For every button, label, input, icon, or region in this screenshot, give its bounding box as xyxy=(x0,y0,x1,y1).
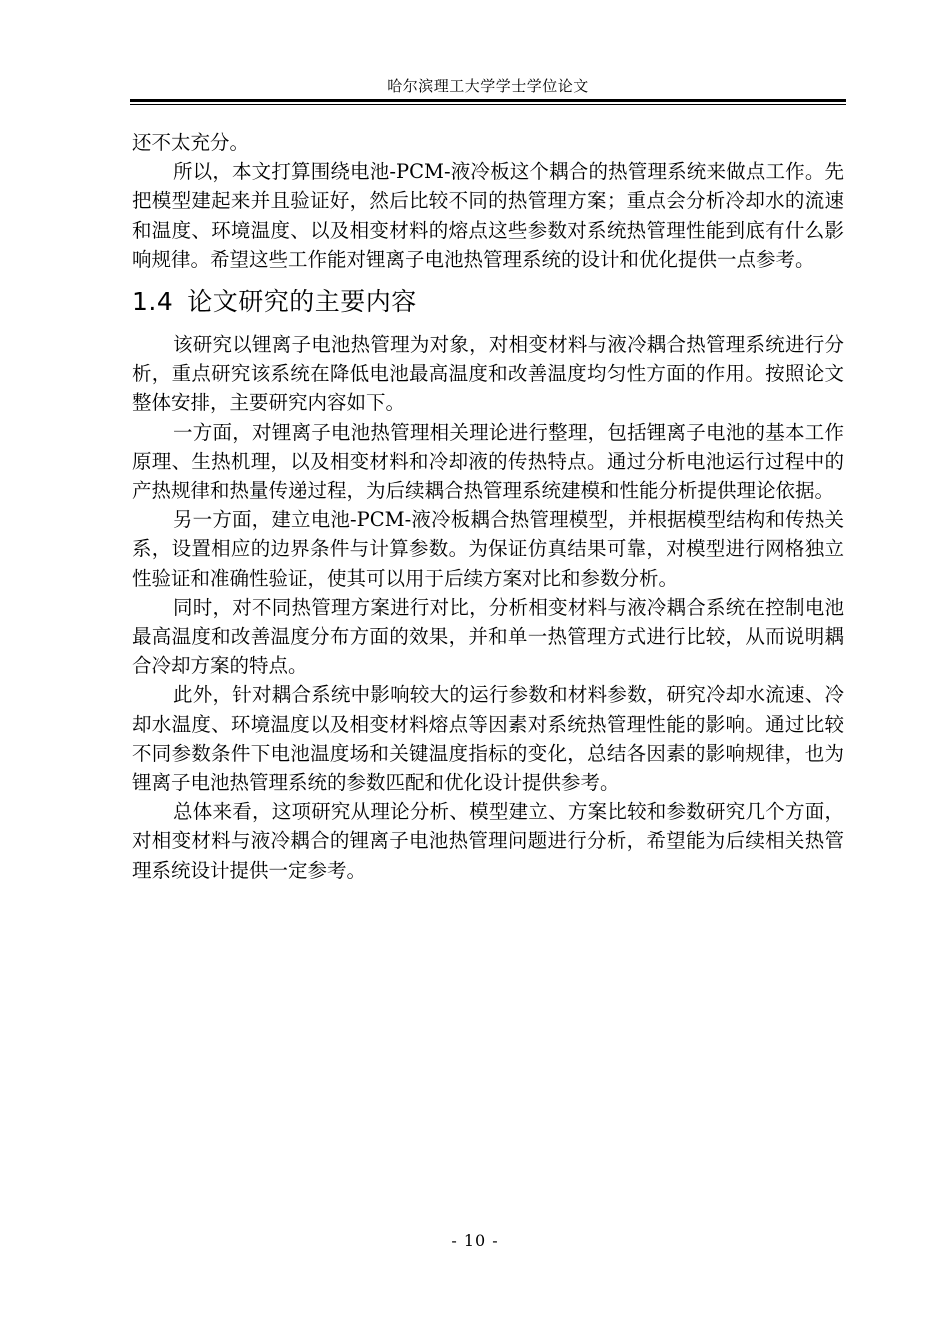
paragraph-summary: 总体来看，这项研究从理论分析、模型建立、方案比较和参数研究几个方面，对相变材料与液冷耦合的锂离子电池热管理问题进行分析，希望能为后续相关热管理系统设计提供一定参考。 xyxy=(132,800,844,882)
paragraph-continuation: 还不太充分。 xyxy=(132,131,250,154)
section-title: 论文研究的主要内容 xyxy=(187,287,417,317)
paragraph-model: 另一方面，建立电池-PCM-液冷板耦合热管理模型，并根据模型结构和传热关系，设置相应的边界条件与计算参数。为保证仿真结果可靠，对模型进行网格独立性验证和准确性验证，使其可以用于后续方案对比和参数分析。 xyxy=(132,508,844,590)
body-content xyxy=(132,128,844,885)
running-header: 哈尔滨理工大学学士学位论文 xyxy=(387,77,589,95)
paragraph-intro: 该研究以锂离子电池热管理为对象，对相变材料与液冷耦合热管理系统进行分析，重点研究该系统在降低电池最高温度和改善温度均匀性方面的作用。按照论文整体安排，主要研究内容如下。 xyxy=(132,333,844,415)
page-number: - 10 - xyxy=(451,1231,499,1250)
paragraph-parameters: 此外，针对耦合系统中影响较大的运行参数和材料参数，研究冷却水流速、冷却水温度、环境温度以及相变材料熔点等因素对系统热管理性能的影响。通过比较不同参数条件下电池温度场和关键温度指标的变化，总结各因素的影响规律，也为锂离子电池热管理系统的参数匹配和优化设计提供参考。 xyxy=(132,683,844,795)
paragraph-comparison: 同时，对不同热管理方案进行对比，分析相变材料与液冷耦合系统在控制电池最高温度和改善温度分布方面的效果，并和单一热管理方式进行比较，从而说明耦合冷却方案的特点。 xyxy=(132,595,844,678)
section-number: 1.4 xyxy=(132,287,174,317)
paragraph-theory: 一方面，对锂离子电池热管理相关理论进行整理，包括锂离子电池的基本工作原理、生热机理，以及相变材料和冷却液的传热特点。通过分析电池运行过程中的产热规律和热量传递过程，为后续耦合热管理系统建模和性能分析提供理论依据。 xyxy=(132,420,844,503)
header-rule-thin xyxy=(130,104,846,105)
header-rule-thick xyxy=(130,99,846,102)
paragraph-work-plan: 所以，本文打算围绕电池-PCM-液冷板这个耦合的热管理系统来做点工作。先把模型建起来并且验证好，然后比较不同的热管理方案；重点会分析冷却水的流速和温度、环境温度、以及相变材料的熔点这些参数对系统热管理性能到底有什么影响规律。希望这些工作能对锂离子电池热管理系统的设计和优化提供一点参考。 xyxy=(132,160,844,271)
section-heading xyxy=(132,284,844,320)
